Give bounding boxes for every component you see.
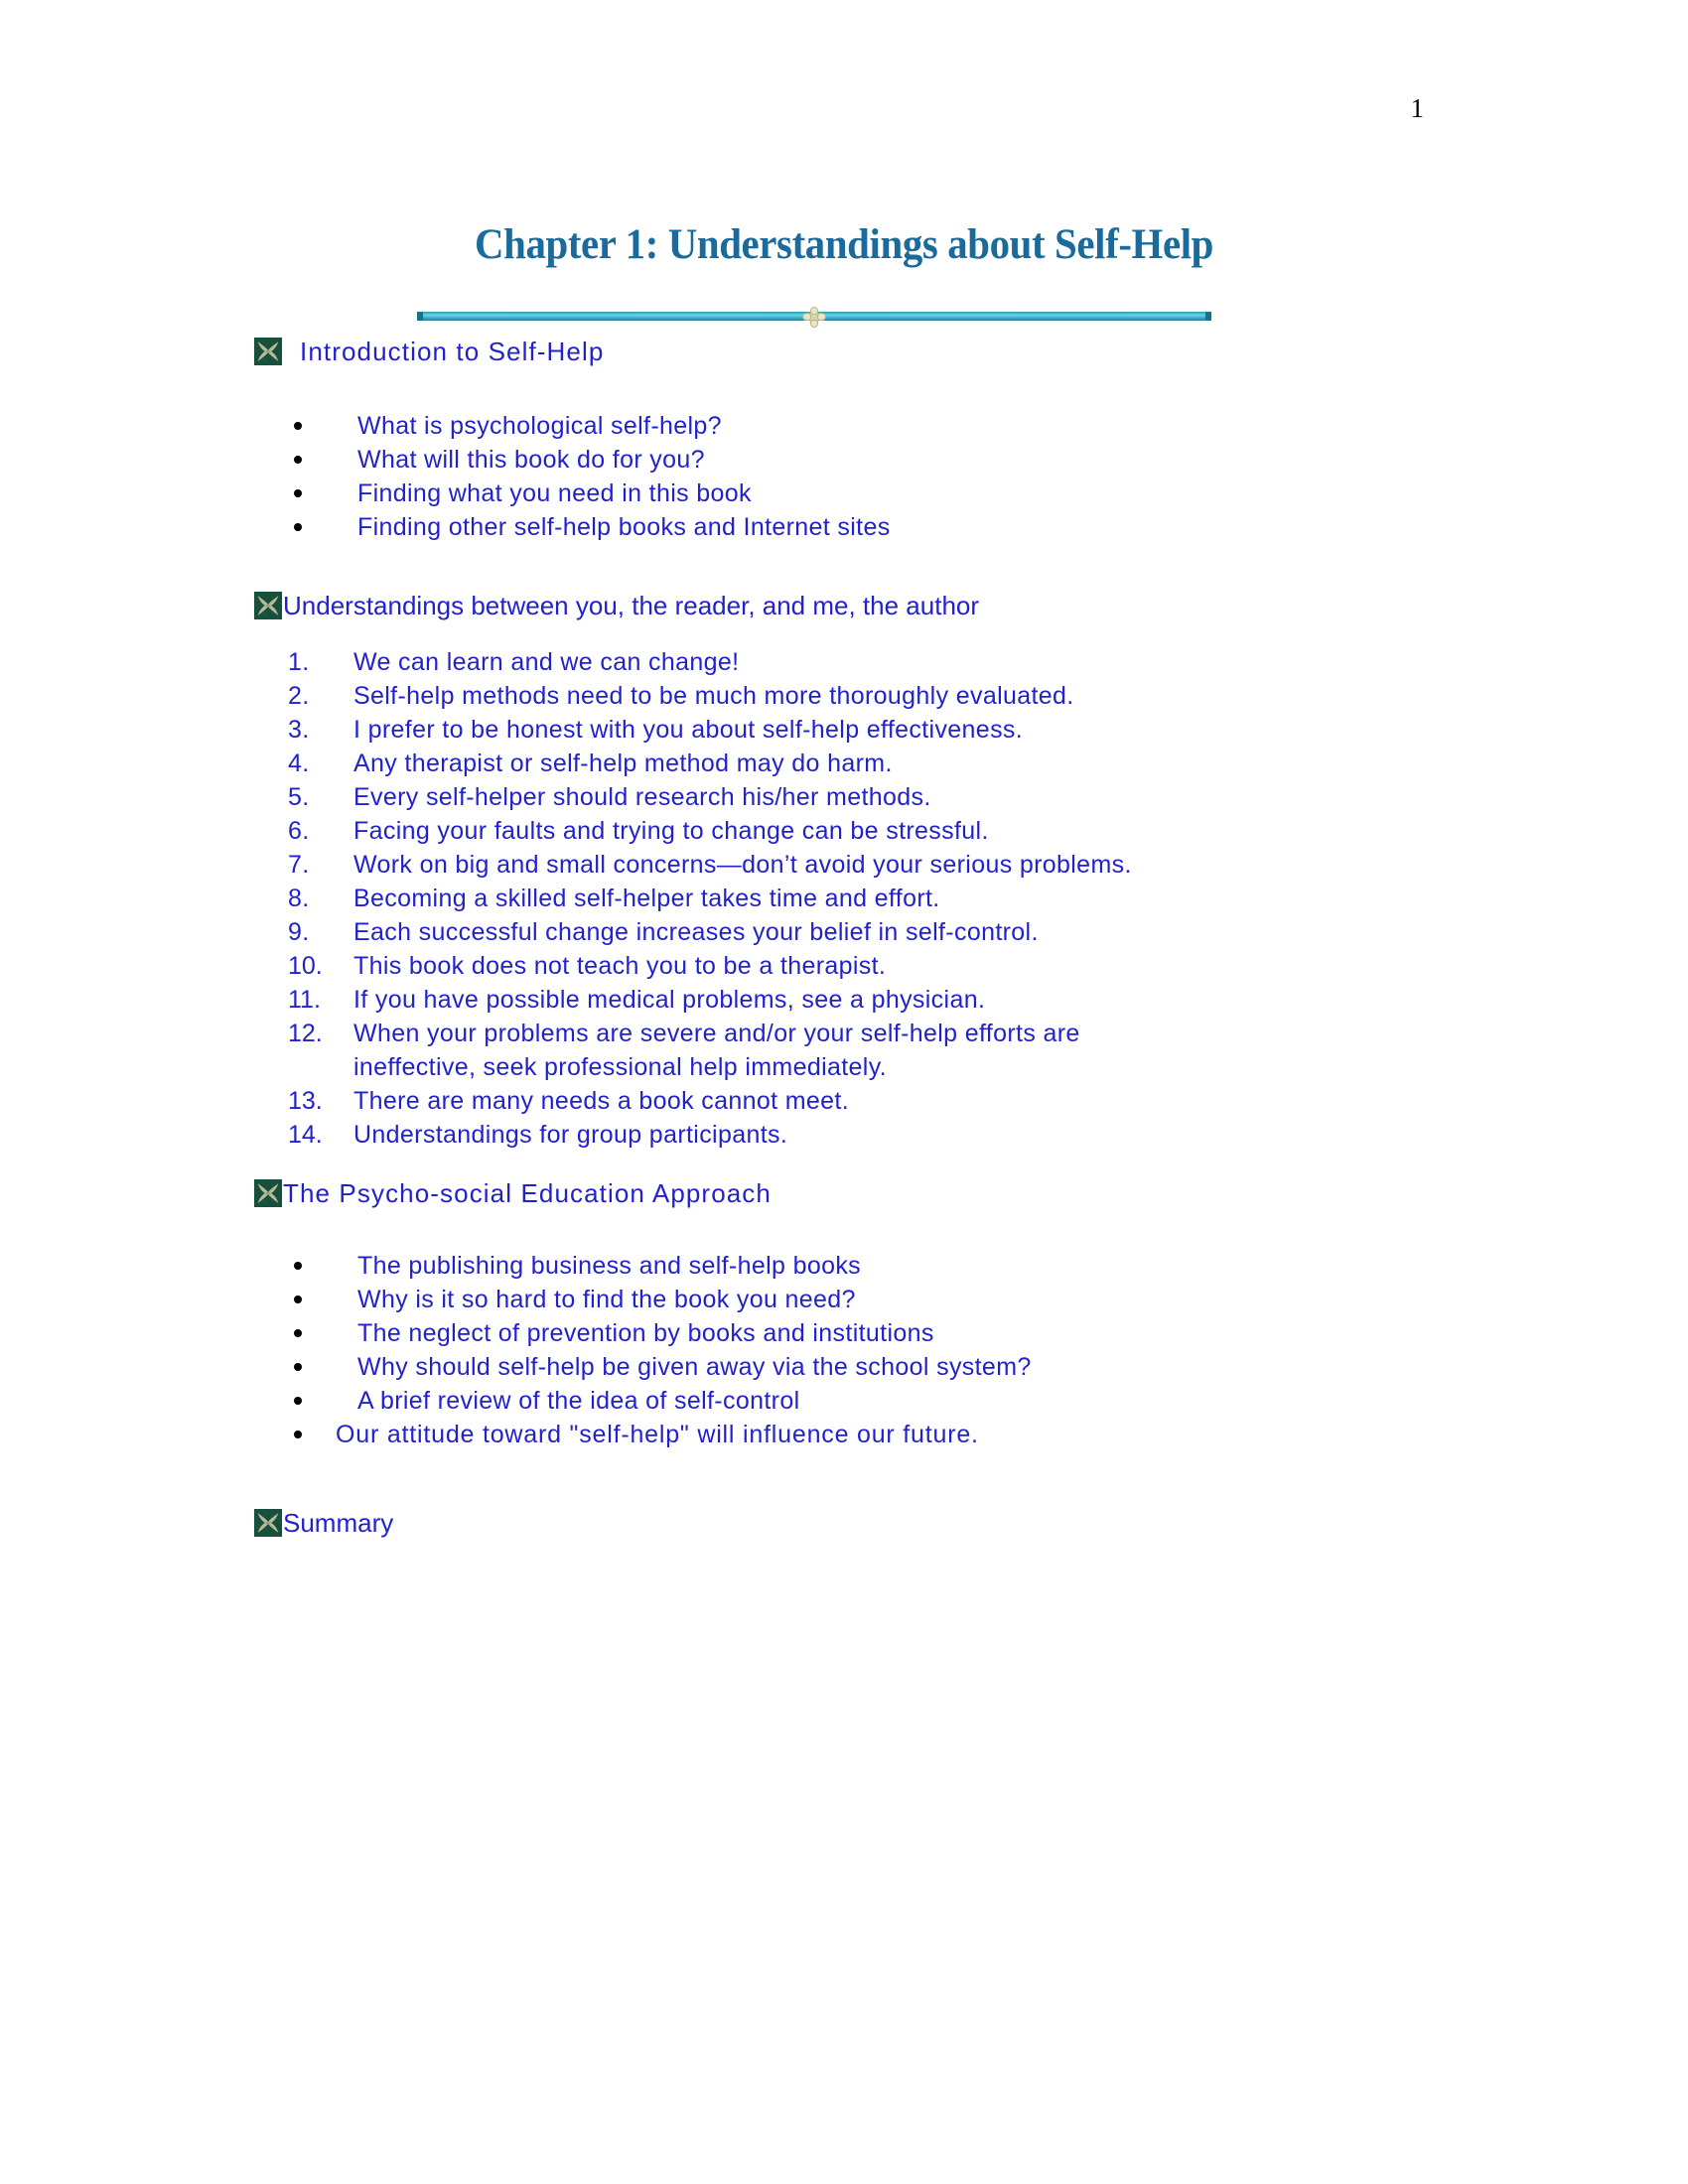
introduction-list — [294, 409, 891, 544]
list-item-number: 4. — [288, 750, 310, 777]
list-item-number: 11. — [288, 986, 321, 1014]
list-item — [288, 983, 1132, 1017]
list-item — [294, 409, 891, 443]
bullet-icon — [294, 1397, 302, 1405]
pinwheel-icon — [254, 592, 282, 619]
list-item — [288, 915, 1132, 949]
list-item-number: 12. — [288, 1020, 323, 1047]
list-item — [288, 645, 1132, 679]
list-item-label: Work on big and small concerns—don’t avoid your serious problems. — [353, 851, 1132, 879]
divider-ornament-icon — [802, 307, 826, 328]
page-title: Chapter 1: Understandings about Self-Help — [474, 221, 1214, 268]
list-item-label: Why is it so hard to find the book you need? — [357, 1286, 856, 1313]
list-item-label-continued: ineffective, seek professional help immediately. — [353, 1053, 887, 1081]
bullet-icon — [294, 523, 302, 531]
list-item-label: When your problems are severe and/or your self-help efforts are — [353, 1020, 1080, 1047]
bullet-icon — [294, 1363, 302, 1371]
list-item-label: This book does not teach you to be a therapist. — [353, 952, 887, 980]
list-item — [288, 1017, 1132, 1084]
list-item-number: 10. — [288, 952, 323, 980]
list-item-label: Finding other self-help books and Internet sites — [357, 513, 891, 541]
list-item-label: Every self-helper should research his/her methods. — [353, 783, 931, 811]
list-item-label: Self-help methods need to be much more thoroughly evaluated. — [353, 682, 1074, 710]
bullet-icon — [294, 1296, 302, 1303]
list-item — [294, 1384, 1032, 1418]
list-item — [294, 1249, 1032, 1283]
list-item — [294, 477, 891, 510]
list-item-label: Any therapist or self-help method may do harm. — [353, 750, 893, 777]
list-item-label: What is psychological self-help? — [357, 412, 722, 440]
list-item — [288, 949, 1132, 983]
bullet-icon — [294, 1431, 302, 1438]
list-item-number: 8. — [288, 885, 310, 912]
list-item — [288, 713, 1132, 747]
list-item — [288, 780, 1132, 814]
pinwheel-icon — [254, 1179, 282, 1207]
list-item-label: I prefer to be honest with you about self-help effectiveness. — [353, 716, 1024, 744]
page-number: 1 — [1410, 93, 1424, 123]
list-item-number: 7. — [288, 851, 310, 879]
list-item-number: 3. — [288, 716, 310, 744]
section-heading-psycho-social — [254, 1179, 772, 1207]
list-item-label: Each successful change increases your belief in self-control. — [353, 918, 1039, 946]
section-heading-summary — [254, 1509, 393, 1537]
list-item-label: Facing your faults and trying to change can be stressful. — [353, 817, 989, 845]
list-item — [288, 1084, 1132, 1118]
pinwheel-icon — [254, 1509, 282, 1537]
list-item — [288, 679, 1132, 713]
section-heading-understandings — [254, 592, 979, 619]
list-item — [294, 443, 891, 477]
pinwheel-icon — [254, 338, 282, 365]
list-item-label: A brief review of the idea of self-control — [357, 1387, 800, 1415]
understandings-list — [288, 645, 1132, 1152]
list-item — [294, 1283, 1032, 1316]
section-heading-introduction — [254, 338, 604, 365]
list-item-label: Our attitude toward "self-help" will influence our future. — [336, 1421, 979, 1448]
list-item — [294, 510, 891, 544]
list-item — [288, 1118, 1132, 1152]
section-heading-label: The Psycho-social Education Approach — [283, 1178, 772, 1208]
bullet-icon — [294, 1329, 302, 1337]
list-item-label: If you have possible medical problems, see a physician. — [353, 986, 986, 1014]
list-item-label: The publishing business and self-help books — [357, 1252, 862, 1280]
psycho-social-list — [294, 1249, 1032, 1451]
list-item-number: 6. — [288, 817, 310, 845]
list-item — [288, 747, 1132, 780]
bullet-icon — [294, 456, 302, 464]
list-item-label: Why should self-help be given away via the school system? — [357, 1353, 1032, 1381]
list-item-label: The neglect of prevention by books and institutions — [357, 1319, 934, 1347]
list-item — [288, 882, 1132, 915]
list-item-number: 14. — [288, 1121, 323, 1149]
section-heading-label: Introduction to Self-Help — [300, 337, 605, 366]
list-item-number: 2. — [288, 682, 310, 710]
section-heading-label: Summary — [283, 1508, 394, 1538]
bullet-icon — [294, 422, 302, 430]
list-item-label: Finding what you need in this book — [357, 479, 752, 507]
list-item-number: 13. — [288, 1087, 323, 1115]
list-item-label: Understandings for group participants. — [353, 1121, 788, 1149]
bullet-icon — [294, 1262, 302, 1270]
list-item-label: What will this book do for you? — [357, 446, 705, 474]
ornamental-divider — [417, 308, 1211, 324]
list-item-label: There are many needs a book cannot meet. — [353, 1087, 850, 1115]
list-item-number: 5. — [288, 783, 310, 811]
list-item — [288, 814, 1132, 848]
list-item-label: We can learn and we can change! — [353, 648, 740, 676]
section-heading-label: Understandings between you, the reader, and me, the author — [283, 591, 980, 620]
list-item — [294, 1316, 1032, 1350]
list-item-number: 9. — [288, 918, 310, 946]
list-item — [294, 1350, 1032, 1384]
bullet-icon — [294, 489, 302, 497]
list-item-number: 1. — [288, 648, 310, 676]
list-item — [288, 848, 1132, 882]
list-item — [294, 1418, 1032, 1451]
list-item-label: Becoming a skilled self-helper takes time and effort. — [353, 885, 940, 912]
